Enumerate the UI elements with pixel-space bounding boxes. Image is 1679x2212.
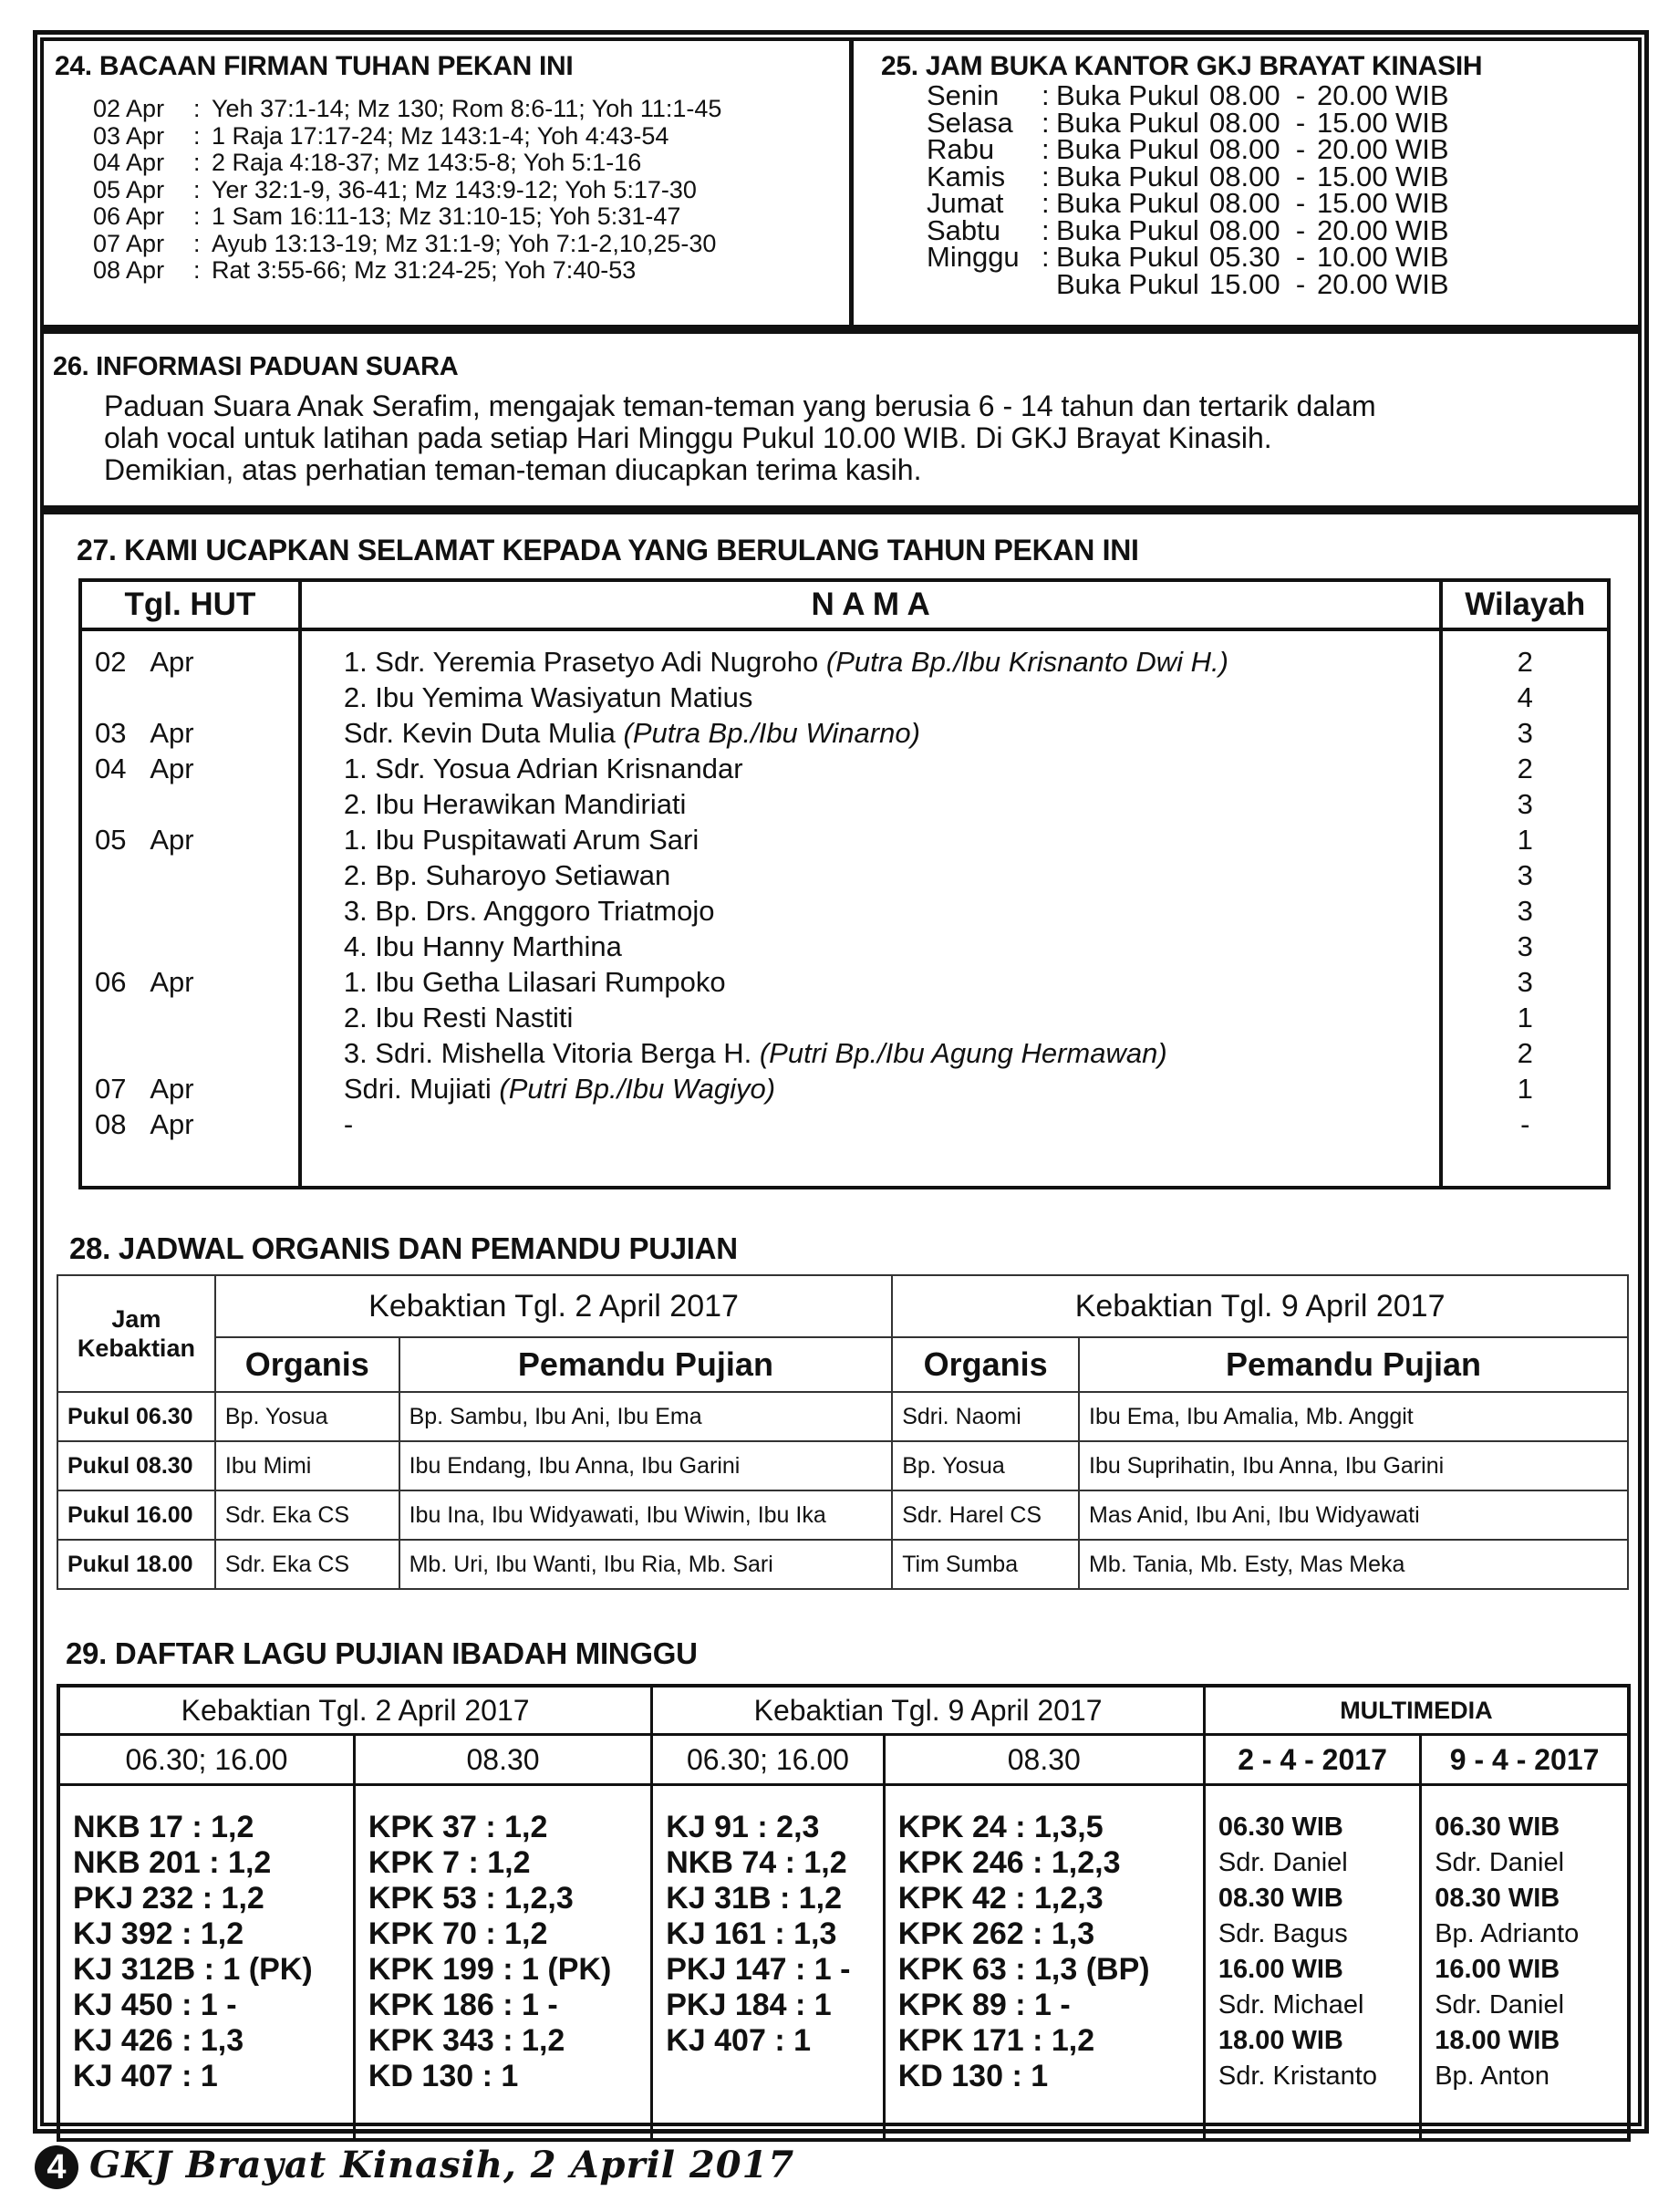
time-unit: WIB <box>1395 187 1449 219</box>
reading-date: 08 Apr <box>93 256 165 284</box>
birthday-dates-column <box>80 629 300 1188</box>
service-header-1: Kebaktian Tgl. 2 April 2017 <box>58 1686 652 1735</box>
time-unit: WIB <box>1395 267 1449 300</box>
time-unit: WIB <box>1395 79 1449 111</box>
day-label: Jumat <box>927 187 1004 219</box>
choir-paragraph <box>104 390 1636 486</box>
day-label: Minggu <box>927 241 1020 273</box>
close-time: 20.00 <box>1317 133 1388 165</box>
organist: Sdri. Naomi <box>892 1392 1079 1441</box>
song-item: KPK 63 : 1,3 (BP) <box>897 1952 1150 1987</box>
open-label: Buka Pukul <box>1056 133 1199 165</box>
song-item: KPK 171 : 1,2 <box>897 2023 1095 2058</box>
birthday-name <box>344 964 1440 1000</box>
worship-leaders: Ibu Suprihatin, Ibu Anna, Ibu Garini <box>1079 1441 1628 1490</box>
time-unit: WIB <box>1395 241 1449 273</box>
multimedia-column <box>1421 1785 1629 2141</box>
birthday-date: 05 Apr <box>95 824 194 856</box>
birthday-region: 3 <box>1517 966 1533 998</box>
open-time: 15.00 <box>1209 267 1280 300</box>
song-item: KJ 450 : 1 - <box>73 1988 237 2022</box>
multimedia-column <box>1204 1785 1420 2141</box>
birthday-date <box>95 857 298 893</box>
person-name: 2. Bp. Suharoyo Setiawan <box>343 859 671 891</box>
reading-date: 06 Apr <box>93 203 165 230</box>
multimedia-time: 06.30 WIB <box>1218 1812 1343 1842</box>
birthday-region: 3 <box>1517 717 1533 749</box>
open-time: 08.00 <box>1209 79 1280 111</box>
separator: - <box>1295 241 1306 273</box>
sub-header: 06.30; 16.00 <box>58 1735 354 1785</box>
birthday-table <box>78 578 1611 1189</box>
separator: : <box>193 175 201 203</box>
song-item: KPK 89 : 1 - <box>897 1988 1071 2022</box>
song-item: KPK 42 : 1,2,3 <box>897 1881 1104 1916</box>
organist: Sdr. Harel CS <box>892 1490 1079 1540</box>
person-name: 3. Bp. Drs. Anggoro Triatmojo <box>343 895 715 927</box>
office-hours-row <box>927 79 1449 111</box>
office-hours-row <box>927 160 1449 192</box>
song-item: PKJ 232 : 1,2 <box>73 1881 264 1916</box>
multimedia-time: 08.30 WIB <box>1218 1884 1343 1913</box>
person-name: 1. Ibu Getha Lilasari Rumpoko <box>343 966 726 998</box>
reading-date: 07 Apr <box>93 229 165 257</box>
close-time: 20.00 <box>1317 267 1388 300</box>
day-label: Sabtu <box>927 213 1001 246</box>
office-hours-row <box>927 133 1449 165</box>
separator: : <box>193 229 201 257</box>
separator: : <box>1042 241 1050 273</box>
birthday-region: 3 <box>1517 930 1533 962</box>
person-name: 3. Sdri. Mishella Vitoria Berga H. <box>343 1037 760 1069</box>
birthday-name <box>344 644 1440 680</box>
separator: - <box>1295 187 1306 219</box>
multimedia-operator: Sdr. Daniel <box>1218 1848 1348 1877</box>
separator: : <box>193 149 201 176</box>
song-item: PKJ 147 : 1 - <box>666 1952 851 1987</box>
separator: - <box>1295 79 1306 111</box>
song-column <box>58 1785 354 2141</box>
birthday-date <box>95 893 298 929</box>
person-name: 2. Ibu Resti Nastiti <box>343 1002 574 1033</box>
open-label: Buka Pukul <box>1056 160 1199 192</box>
close-time: 15.00 <box>1317 187 1388 219</box>
multimedia-operator: Bp. Anton <box>1435 2061 1549 2091</box>
separator: - <box>1295 213 1306 246</box>
song-column <box>884 1785 1204 2141</box>
birthday-region: - <box>1520 1108 1530 1140</box>
multimedia-operator: Bp. Adrianto <box>1435 1919 1580 1948</box>
multimedia-time: 16.00 WIB <box>1218 1955 1343 1984</box>
reading-passages: 2 Raja 4:18-37; Mz 143:5-8; Yoh 5:1-16 <box>212 149 642 176</box>
song-item: KJ 407 : 1 <box>73 2059 218 2093</box>
sub-header: 08.30 <box>354 1735 651 1785</box>
song-item: KPK 186 : 1 - <box>368 1988 558 2022</box>
separator: : <box>193 95 201 122</box>
open-label: Buka Pukul <box>1056 213 1199 246</box>
birthday-name <box>344 1071 1440 1106</box>
open-label: Buka Pukul <box>1056 241 1199 273</box>
reading-date: 03 Apr <box>93 121 165 150</box>
song-item: KJ 91 : 2,3 <box>666 1810 820 1844</box>
birthday-region: 2 <box>1517 646 1533 678</box>
time-unit: WIB <box>1395 133 1449 165</box>
song-item: NKB 201 : 1,2 <box>73 1845 272 1880</box>
song-item: KPK 53 : 1,2,3 <box>368 1881 574 1916</box>
song-item: NKB 17 : 1,2 <box>73 1810 254 1844</box>
section-27-title: 27. KAMI UCAPKAN SELAMAT KEPADA YANG BERULANG TAHUN PEKAN INI <box>77 534 1139 566</box>
column-header-service-time <box>57 1275 215 1392</box>
paragraph-line: olah vocal untuk latihan pada setiap Hari Minggu Pukul 10.00 WIB. Di GKJ Brayat Kinasih. <box>104 421 1272 454</box>
song-column <box>652 1785 884 2141</box>
open-label: Buka Pukul <box>1056 106 1199 139</box>
multimedia-time: 08.30 WIB <box>1435 1884 1560 1913</box>
reading-date: 04 Apr <box>93 149 165 176</box>
song-item: KJ 161 : 1,3 <box>666 1916 837 1951</box>
office-hours-row <box>927 106 1449 139</box>
birthday-name <box>344 857 1440 893</box>
section-29-title: 29. DAFTAR LAGU PUJIAN IBADAH MINGGU <box>66 1636 698 1670</box>
separator: : <box>1042 187 1050 219</box>
separator: : <box>193 203 201 230</box>
header-line: Jam <box>111 1305 161 1333</box>
birthday-name <box>344 715 1440 751</box>
sub-header: 06.30; 16.00 <box>652 1735 884 1785</box>
birthday-region: 2 <box>1517 1037 1533 1069</box>
section-28-title: 28. JADWAL ORGANIS DAN PEMANDU PUJIAN <box>69 1231 738 1265</box>
birthday-name <box>344 680 1440 715</box>
service-header-1: Kebaktian Tgl. 2 April 2017 <box>215 1275 892 1337</box>
song-item: KJ 312B : 1 (PK) <box>73 1952 313 1987</box>
song-item: PKJ 184 : 1 <box>666 1988 832 2022</box>
reading-row <box>93 122 668 150</box>
birthday-date <box>95 1035 298 1071</box>
multimedia-operator: Sdr. Daniel <box>1435 1990 1565 2020</box>
separator: : <box>1042 213 1050 246</box>
section-divider <box>40 505 1642 514</box>
close-time: 15.00 <box>1317 106 1388 139</box>
reading-row <box>93 230 716 257</box>
birthday-date: 08 Apr <box>95 1108 194 1140</box>
birthday-date <box>95 929 298 964</box>
parent-note: (Putri Bp./Ibu Wagiyo) <box>499 1073 776 1105</box>
section-26-title: 26. INFORMASI PADUAN SUARA <box>53 352 459 381</box>
song-item: KPK 37 : 1,2 <box>368 1810 548 1844</box>
column-header-name: N A M A <box>300 580 1442 629</box>
song-item: KJ 407 : 1 <box>666 2023 811 2058</box>
reading-row <box>93 95 721 122</box>
song-item: KPK 343 : 1,2 <box>368 2023 565 2058</box>
close-time: 10.00 <box>1317 241 1388 273</box>
song-item: KPK 70 : 1,2 <box>368 1916 548 1951</box>
multimedia-time: 06.30 WIB <box>1435 1812 1560 1842</box>
birthday-region: 4 <box>1517 681 1533 713</box>
worship-leaders: Mas Anid, Ibu Ani, Ibu Widyawati <box>1079 1490 1628 1540</box>
multimedia-operator: Sdr. Kristanto <box>1218 2061 1377 2091</box>
person-name: - <box>343 1108 354 1140</box>
reading-passages: 1 Sam 16:11-13; Mz 31:10-15; Yoh 5:31-47 <box>212 203 681 230</box>
open-time: 08.00 <box>1209 106 1280 139</box>
open-label: Buka Pukul <box>1056 267 1199 300</box>
sub-header: 08.30 <box>884 1735 1204 1785</box>
reading-row <box>93 256 636 284</box>
section-25-title: 25. JAM BUKA KANTOR GKJ BRAYAT KINASIH <box>881 51 1483 81</box>
close-time: 20.00 <box>1317 213 1388 246</box>
service-header-2: Kebaktian Tgl. 9 April 2017 <box>892 1275 1628 1337</box>
multimedia-time: 18.00 WIB <box>1218 2026 1343 2055</box>
birthday-region: 1 <box>1517 824 1533 856</box>
birthday-name <box>344 1106 1440 1142</box>
reading-row <box>93 203 680 230</box>
separator: : <box>1042 79 1050 111</box>
song-item: KPK 262 : 1,3 <box>897 1916 1095 1951</box>
birthday-name <box>344 893 1440 929</box>
birthday-date <box>95 680 298 715</box>
birthday-name <box>344 751 1440 786</box>
column-header-organist: Organis <box>215 1337 399 1392</box>
parent-note: (Putra Bp./Ibu Winarno) <box>623 717 920 749</box>
day-label: Rabu <box>927 133 995 165</box>
separator: : <box>193 121 201 150</box>
organist: Sdr. Eka CS <box>215 1540 399 1589</box>
multimedia-operator: Sdr. Bagus <box>1218 1919 1348 1948</box>
birthday-region: 3 <box>1517 895 1533 927</box>
multimedia-header: MULTIMEDIA <box>1204 1686 1629 1735</box>
section-divider <box>40 325 1642 334</box>
close-time: 15.00 <box>1317 160 1388 192</box>
birthday-region: 3 <box>1517 788 1533 820</box>
birthday-name <box>344 1000 1440 1035</box>
close-time: 20.00 <box>1317 79 1388 111</box>
day-label: Kamis <box>927 160 1006 192</box>
birthday-region: 1 <box>1517 1073 1533 1105</box>
birthday-name <box>344 929 1440 964</box>
worship-leaders: Ibu Ema, Ibu Amalia, Mb. Anggit <box>1079 1392 1628 1441</box>
song-item: KPK 199 : 1 (PK) <box>368 1952 612 1987</box>
organist: Bp. Yosua <box>215 1392 399 1441</box>
worship-leaders: Ibu Endang, Ibu Anna, Ibu Garini <box>399 1441 893 1490</box>
paragraph-line: Demikian, atas perhatian teman-teman diucapkan terima kasih. <box>104 453 922 486</box>
open-time: 08.00 <box>1209 160 1280 192</box>
song-column <box>354 1785 651 2141</box>
separator: : <box>1042 133 1050 165</box>
open-label: Buka Pukul <box>1056 79 1199 111</box>
paragraph-line: Paduan Suara Anak Serafim, mengajak teman-teman yang berusia 6 - 14 tahun dan tertarik dalam <box>104 389 1376 422</box>
person-name: 1. Sdr. Yosua Adrian Krisnandar <box>343 753 743 784</box>
office-hours-row <box>927 213 1449 246</box>
birthday-date: 02 Apr <box>95 646 194 678</box>
person-name: Sdr. Kevin Duta Mulia <box>343 717 624 749</box>
separator: : <box>1042 160 1050 192</box>
schedule-row <box>57 1441 1628 1490</box>
day-label: Selasa <box>927 106 1013 139</box>
header-line: Kebaktian <box>77 1334 195 1362</box>
reading-passages: 1 Raja 17:17-24; Mz 143:1-4; Yoh 4:43-54 <box>212 121 669 150</box>
reading-date: 05 Apr <box>93 175 165 203</box>
birthday-region: 3 <box>1517 859 1533 891</box>
sub-header: 2 - 4 - 2017 <box>1204 1735 1420 1785</box>
multimedia-time: 18.00 WIB <box>1435 2026 1560 2055</box>
service-time: Pukul 18.00 <box>57 1540 215 1589</box>
song-item: KPK 24 : 1,3,5 <box>897 1810 1104 1844</box>
column-header-leader: Pemandu Pujian <box>1079 1337 1628 1392</box>
reading-row <box>93 149 641 176</box>
multimedia-operator: Sdr. Daniel <box>1435 1848 1565 1877</box>
song-item: KJ 392 : 1,2 <box>73 1916 244 1951</box>
reading-passages: Ayub 13:13-19; Mz 31:1-9; Yoh 7:1-2,10,25-30 <box>212 229 717 257</box>
reading-passages: Rat 3:55-66; Mz 31:24-25; Yoh 7:40-53 <box>212 256 637 284</box>
birthday-date: 06 Apr <box>95 966 194 998</box>
schedule-row <box>57 1490 1628 1540</box>
birthday-date <box>95 786 298 822</box>
song-item: KJ 31B : 1,2 <box>666 1881 842 1916</box>
song-item: KPK 7 : 1,2 <box>368 1845 531 1880</box>
time-unit: WIB <box>1395 213 1449 246</box>
day-label: Senin <box>927 79 1000 111</box>
service-time: Pukul 08.30 <box>57 1441 215 1490</box>
service-time: Pukul 16.00 <box>57 1490 215 1540</box>
multimedia-time: 16.00 WIB <box>1435 1955 1560 1984</box>
person-name: 2. Ibu Herawikan Mandiriati <box>343 788 687 820</box>
office-hours-row <box>927 187 1449 219</box>
separator: : <box>193 256 201 284</box>
column-header-leader: Pemandu Pujian <box>399 1337 893 1392</box>
worship-leaders: Mb. Tania, Mb. Esty, Mas Meka <box>1079 1540 1628 1589</box>
office-hours-row <box>927 267 1449 300</box>
birthday-date: 04 Apr <box>95 753 194 784</box>
reading-date: 02 Apr <box>93 95 165 122</box>
birthday-name <box>344 786 1440 822</box>
separator: - <box>1295 267 1306 300</box>
birthday-name <box>344 1035 1440 1071</box>
open-time: 08.00 <box>1209 187 1280 219</box>
schedule-row <box>57 1392 1628 1441</box>
office-hours-row <box>927 241 1449 273</box>
birthday-names-column <box>300 629 1442 1188</box>
organist: Tim Sumba <box>892 1540 1079 1589</box>
separator: : <box>1042 106 1050 139</box>
parent-note: (Putra Bp./Ibu Krisnanto Dwi H.) <box>825 646 1228 678</box>
song-row <box>58 1785 1629 2141</box>
song-item: KPK 246 : 1,2,3 <box>897 1845 1121 1880</box>
birthday-region: 1 <box>1517 1002 1533 1033</box>
time-unit: WIB <box>1395 106 1449 139</box>
reading-row <box>93 176 697 203</box>
footer-text: GKJ Brayat Kinasih, 2 April 2017 <box>89 2144 795 2186</box>
song-item: KD 130 : 1 <box>897 2059 1049 2093</box>
organist-table <box>57 1274 1629 1590</box>
column-header-organist: Organis <box>892 1337 1079 1392</box>
column-divider <box>849 39 854 329</box>
service-header-2: Kebaktian Tgl. 9 April 2017 <box>652 1686 1205 1735</box>
birthday-name <box>344 822 1440 857</box>
open-time: 05.30 <box>1209 241 1280 273</box>
reading-passages: Yer 32:1-9, 36-41; Mz 143:9-12; Yoh 5:17-30 <box>212 175 697 203</box>
person-name: 2. Ibu Yemima Wasiyatun Matius <box>343 681 753 713</box>
reading-passages: Yeh 37:1-14; Mz 130; Rom 8:6-11; Yoh 11:1-45 <box>212 95 722 122</box>
person-name: 1. Sdr. Yeremia Prasetyo Adi Nugroho <box>343 646 826 678</box>
column-header-region: Wilayah <box>1441 580 1609 629</box>
time-unit: WIB <box>1395 160 1449 192</box>
parent-note: (Putri Bp./Ibu Agung Hermawan) <box>759 1037 1167 1069</box>
organist: Bp. Yosua <box>892 1441 1079 1490</box>
worship-leaders: Mb. Uri, Ibu Wanti, Ibu Ria, Mb. Sari <box>399 1540 893 1589</box>
person-name: 4. Ibu Hanny Marthina <box>343 930 622 962</box>
column-header-date: Tgl. HUT <box>80 580 300 629</box>
separator: - <box>1295 160 1306 192</box>
open-time: 08.00 <box>1209 133 1280 165</box>
person-name: Sdri. Mujiati <box>343 1073 500 1105</box>
birthday-date <box>95 1000 298 1035</box>
service-time: Pukul 06.30 <box>57 1392 215 1441</box>
birthday-date: 07 Apr <box>95 1073 194 1105</box>
separator: - <box>1295 106 1306 139</box>
sub-header: 9 - 4 - 2017 <box>1421 1735 1629 1785</box>
birthday-region: 2 <box>1517 753 1533 784</box>
multimedia-operator: Sdr. Michael <box>1218 1990 1364 2020</box>
page-number-badge: 4 <box>35 2145 78 2189</box>
song-item: KJ 426 : 1,3 <box>73 2023 244 2058</box>
person-name: 1. Ibu Puspitawati Arum Sari <box>343 824 700 856</box>
organist: Ibu Mimi <box>215 1441 399 1490</box>
song-item: NKB 74 : 1,2 <box>666 1845 847 1880</box>
open-label: Buka Pukul <box>1056 187 1199 219</box>
birthday-date: 03 Apr <box>95 717 194 749</box>
song-item: KD 130 : 1 <box>368 2059 519 2093</box>
open-time: 08.00 <box>1209 213 1280 246</box>
worship-leaders: Ibu Ina, Ibu Widyawati, Ibu Wiwin, Ibu Ika <box>399 1490 893 1540</box>
schedule-row <box>57 1540 1628 1589</box>
worship-leaders: Bp. Sambu, Ibu Ani, Ibu Ema <box>399 1392 893 1441</box>
birthday-regions-column <box>1441 629 1609 1188</box>
section-24-title: 24. BACAAN FIRMAN TUHAN PEKAN INI <box>55 51 574 81</box>
separator: - <box>1295 133 1306 165</box>
organist: Sdr. Eka CS <box>215 1490 399 1540</box>
song-table <box>57 1684 1631 2142</box>
